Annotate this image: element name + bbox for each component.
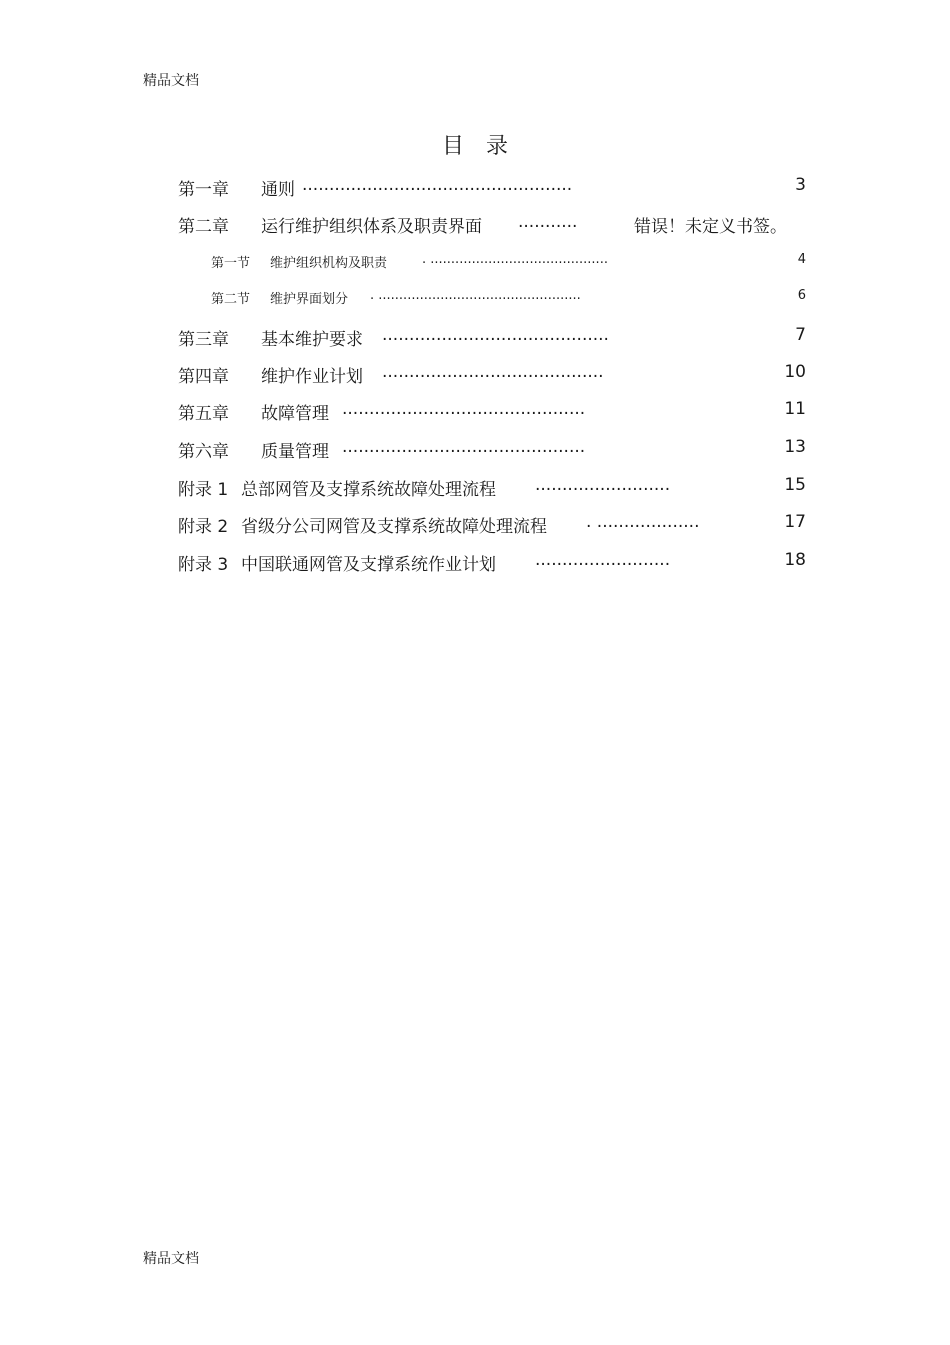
toc-entry-page: 4: [797, 252, 806, 267]
toc-entry-leader: ..........................................: [382, 325, 609, 345]
toc-entry[interactable]: [0, 512, 950, 536]
toc-entry[interactable]: [0, 550, 950, 574]
toc-entry-leader: . .................................................: [370, 288, 581, 303]
toc-entry-number: 第四章: [178, 367, 229, 387]
toc-subentry[interactable]: [0, 288, 950, 312]
toc-entry[interactable]: [0, 362, 950, 386]
toc-entry[interactable]: [0, 175, 950, 199]
toc-entry-number: 附录 2: [178, 517, 229, 537]
toc-entry-number: 附录 3: [178, 555, 229, 575]
toc-entry-number: 第三章: [178, 330, 229, 350]
toc-entry-page: 10: [784, 362, 806, 382]
toc-entry-leader: .........................: [535, 550, 671, 570]
toc-entry-number: 第六章: [178, 442, 229, 462]
toc-entry-number: 第二章: [178, 217, 229, 237]
toc-entry-leader: .............................................: [342, 399, 586, 419]
toc-entry-page: 15: [784, 475, 806, 495]
toc-entry-page: 3: [795, 175, 806, 195]
toc-entry-page: 6: [797, 288, 806, 303]
toc-entry-number: 第二节: [211, 292, 251, 307]
page-header-mark: 精品文档: [143, 73, 199, 89]
toc-entry-label: 质量管理: [261, 442, 329, 462]
toc-entry[interactable]: [0, 475, 950, 499]
toc-entry-number: 第一章: [178, 180, 229, 200]
toc-entry-label: 基本维护要求: [261, 330, 363, 350]
toc-entry[interactable]: [0, 437, 950, 461]
toc-entry-leader: ...........: [518, 212, 578, 232]
toc-entry-label: 维护作业计划: [261, 367, 363, 387]
toc-entry-leader: . ...................: [586, 512, 700, 532]
toc-entry-label: 中国联通网管及支撑系统作业计划: [241, 555, 496, 575]
toc-entry-number: 第五章: [178, 404, 229, 424]
toc-entry-label: 维护界面划分: [270, 292, 349, 307]
toc-entry[interactable]: [0, 399, 950, 423]
toc-entry-leader: .............................................: [342, 437, 586, 457]
toc-entry-number: 附录 1: [178, 480, 229, 500]
toc-entry-page: 7: [795, 325, 806, 345]
toc-entry-page: 17: [784, 512, 806, 532]
toc-entry-page: 11: [784, 399, 806, 419]
toc-entry-leader: .........................................: [382, 362, 604, 382]
toc-entry[interactable]: [0, 212, 950, 236]
toc-entry-page: 13: [784, 437, 806, 457]
toc-entry-label: 故障管理: [261, 404, 329, 424]
toc-entry-label: 省级分公司网管及支撑系统故障处理流程: [241, 517, 547, 537]
toc-entry-leader: ..................................................: [302, 175, 573, 195]
toc-entry-page: 18: [784, 550, 806, 570]
toc-title: 目 录: [441, 134, 508, 159]
toc-entry[interactable]: [0, 325, 950, 349]
toc-entry-number: 第一节: [211, 256, 251, 271]
toc-entry-label: 运行维护组织体系及职责界面: [261, 217, 482, 237]
toc-subentry[interactable]: [0, 252, 950, 276]
page-footer-mark: 精品文档: [143, 1251, 199, 1267]
toc-entry-leader: . ...........................................: [422, 252, 608, 267]
toc-entry-label: 通则: [261, 180, 295, 200]
toc-entry-label: 维护组织机构及职责: [270, 256, 388, 271]
toc-entry-leader: .........................: [535, 475, 671, 495]
toc-entry-page: 错误！未定义书签。: [634, 217, 787, 237]
toc-entry-label: 总部网管及支撑系统故障处理流程: [241, 480, 496, 500]
